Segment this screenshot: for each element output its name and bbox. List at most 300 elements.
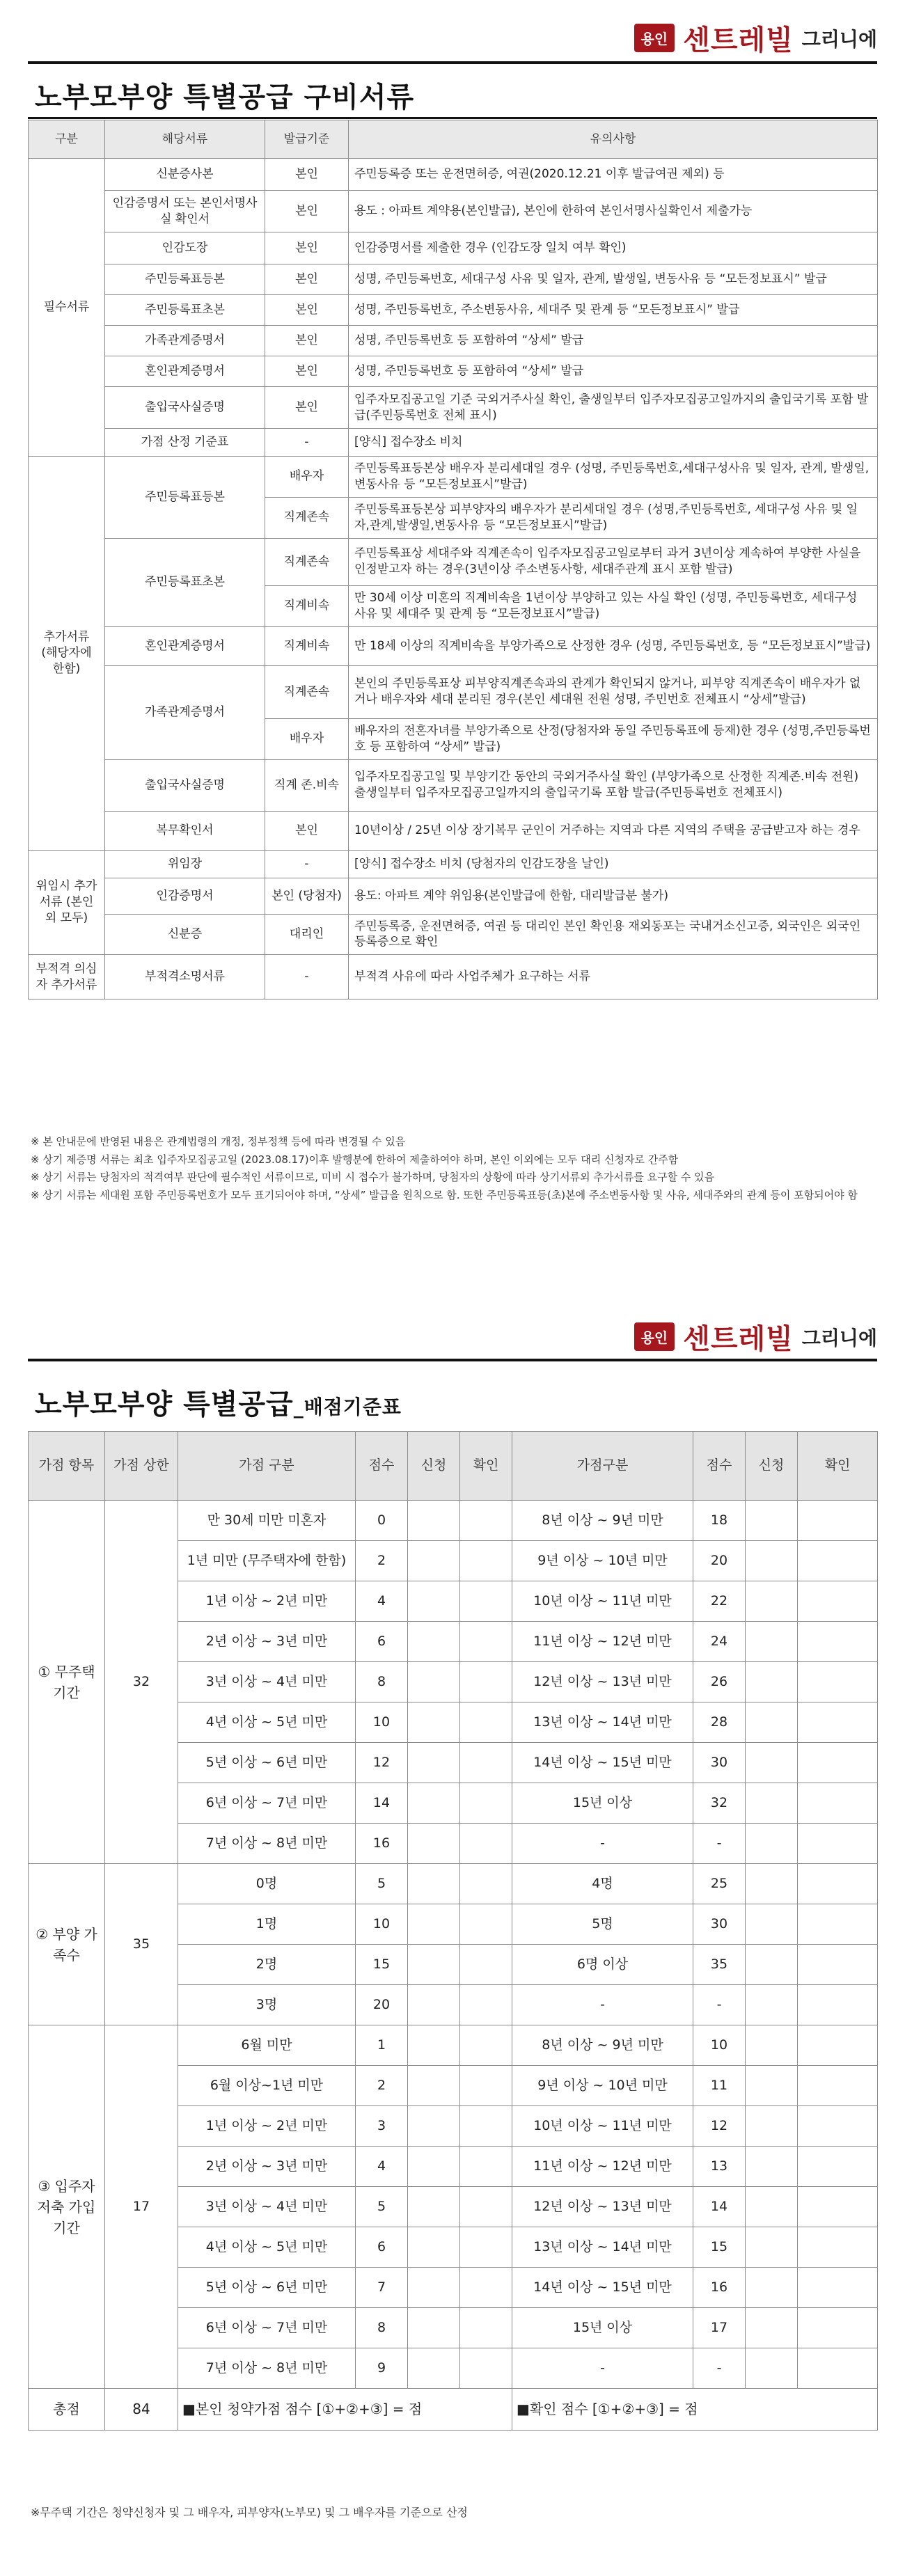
doc-name: 인감도장 [105,232,265,264]
doc-note: 입주자모집공고일 기준 국외거주사실 확인, 출생일부터 입주자모집공고일까지의 출입국기록 포함 발급(주민등록번호 전체 표시) [349,387,878,429]
doc-issuer: 배우자 [265,457,349,498]
score-range-right: 8년 이상 ~ 9년 미만 [512,2025,693,2066]
score-confirm-cell[interactable] [798,1743,878,1783]
score-header: 신청 [408,1432,460,1501]
doc-note: 주민등록표상 세대주와 직계존속이 입주자모집공고일로부터 과거 3년이상 계속하여 부양한 사실을 인정받고자 하는 경우(3년이상 주소변동사항, 세대주관계 표시 포함 발급) [349,538,878,585]
score-confirm-cell[interactable] [798,2066,878,2106]
score-apply-cell[interactable] [408,2268,460,2308]
score-apply-cell[interactable] [746,1662,798,1702]
score-range-right: 11년 이상 ~ 12년 미만 [512,2147,693,2187]
score-points-left: 6 [356,2227,408,2268]
score-points-right: 14 [693,2187,746,2227]
score-points-left: 10 [356,1904,408,1945]
doc-row [29,665,878,718]
doc-name: 출입국사실증명 [105,759,265,811]
score-points-left: 0 [356,1501,408,1541]
score-confirm-cell[interactable] [460,2066,512,2106]
doc-issuer: 본인 (당첨자) [265,878,349,914]
doc-row [29,850,878,878]
score-header: 가점 구분 [178,1432,356,1501]
score-confirm-cell[interactable] [460,1541,512,1581]
score-range-right: 5명 [512,1904,693,1945]
score-header: 가점 항목 [29,1432,105,1501]
score-range-left: 0명 [178,1864,356,1904]
score-range-right: - [512,1824,693,1864]
brand-name: 센트레빌 [683,1323,794,1355]
score-apply-cell[interactable] [746,1622,798,1662]
score-points-left: 5 [356,1864,408,1904]
doc-name: 인감증명서 또는 본인서명사실 확인서 [105,191,265,232]
top-divider [28,1359,877,1361]
section-label: 필수서류 [29,159,105,457]
score-apply-cell[interactable] [746,2066,798,2106]
score-range-left: 3년 이상 ~ 4년 미만 [178,2187,356,2227]
score-confirm-cell[interactable] [460,2308,512,2348]
doc-name: 위임장 [105,850,265,878]
score-apply-cell[interactable] [746,2147,798,2187]
doc-note: 배우자의 전혼자녀를 부양가족으로 산정(당첨자와 동일 주민등록표에 등재)한 경우 (성명,주민등록번호 등 포함하여 “상세” 발급) [349,718,878,759]
score-range-right: 9년 이상 ~ 10년 미만 [512,1541,693,1581]
score-points-left: 4 [356,2147,408,2187]
score-range-left: 4년 이상 ~ 5년 미만 [178,1702,356,1743]
score-confirm-cell[interactable] [460,1783,512,1824]
score-header: 점수 [693,1432,746,1501]
score-apply-cell[interactable] [746,2106,798,2147]
doc-issuer: - [265,850,349,878]
score-range-left: 1년 미만 (무주택자에 한함) [178,1541,356,1581]
score-apply-cell[interactable] [408,1541,460,1581]
doc-issuer: 본인 [265,356,349,387]
top-divider [28,61,877,64]
score-range-right: 13년 이상 ~ 14년 미만 [512,1702,693,1743]
score-points-left: 3 [356,2106,408,2147]
score-confirm-cell[interactable] [460,2187,512,2227]
score-confirm-cell[interactable] [798,2187,878,2227]
note-line: ※ 상기 서류는 세대원 포함 주민등록번호가 모두 표기되어야 하며, “상세” 발급을 원칙으로 함. 또한 주민등록표등(초)본에 주소변동사항 및 사유, 세대주와의 관계 등이 포함되어야 함 [31,1188,858,1201]
header-category: 구분 [29,120,105,159]
score-range-left: 2년 이상 ~ 3년 미만 [178,2147,356,2187]
doc-issuer: 본인 [265,159,349,191]
brand-sub: 그리니에 [801,27,877,51]
score-points-right: 13 [693,2147,746,2187]
score-apply-cell[interactable] [408,2227,460,2268]
score-points-left: 9 [356,2348,408,2389]
score-apply-cell[interactable] [746,1985,798,2025]
score-points-right: - [693,1985,746,2025]
score-range-left: 3명 [178,1985,356,2025]
score-range-right: 12년 이상 ~ 13년 미만 [512,2187,693,2227]
doc-note: 주민등록증, 운전면허증, 여권 등 대리인 본인 확인용 재외동포는 국내거소신고증, 외국인은 외국인등록증으로 확인 [349,914,878,955]
score-range-left: 1년 이상 ~ 2년 미만 [178,1581,356,1622]
title-underline [28,117,877,119]
score-apply-cell[interactable] [746,2025,798,2066]
doc-note: 본인의 주민등록표상 피부양직계존속과의 관계가 확인되지 않거나, 피부양 직계존속이 배우자가 없거나 배우자와 세대 분리된 경우(본인 세대원 전원 성명, 주민번호 전체표시 “상세”발급) [349,665,878,718]
score-max: 17 [105,2025,178,2389]
score-apply-cell[interactable] [408,1581,460,1622]
score-apply-cell[interactable] [746,2308,798,2348]
total-max: 84 [105,2389,178,2431]
score-range-left: 6년 이상 ~ 7년 미만 [178,2308,356,2348]
score-points-left: 1 [356,2025,408,2066]
doc-issuer: 직계비속 [265,626,349,665]
score-confirm-cell[interactable] [460,2025,512,2066]
score-points-right: 11 [693,2066,746,2106]
brand-logo [634,18,877,58]
score-points-right: 35 [693,1945,746,1985]
score-points-left: 15 [356,1945,408,1985]
score-confirm-cell[interactable] [460,2268,512,2308]
doc-name: 가점 산정 기준표 [105,429,265,457]
score-confirm-cell[interactable] [798,2308,878,2348]
doc-issuer: 본인 [265,191,349,232]
doc-name: 혼인관계증명서 [105,626,265,665]
score-points-left: 7 [356,2268,408,2308]
page-documents [0,0,905,1281]
score-apply-cell[interactable] [746,1743,798,1783]
score-apply-cell[interactable] [746,1783,798,1824]
doc-row [29,295,878,326]
doc-name: 주민등록표초본 [105,295,265,326]
score-points-left: 4 [356,1581,408,1622]
score-range-left: 6월 미만 [178,2025,356,2066]
score-confirm-cell[interactable] [460,1945,512,1985]
doc-note: [양식] 접수장소 비치 (당첨자의 인감도장을 날인) [349,850,878,878]
score-apply-cell[interactable] [746,1581,798,1622]
brand-logo [634,1317,877,1357]
section-label: 부적격 의심자 추가서류 [29,955,105,999]
score-apply-cell[interactable] [746,1541,798,1581]
score-apply-cell[interactable] [746,2268,798,2308]
doc-row [29,264,878,295]
score-apply-cell[interactable] [408,1945,460,1985]
brand-name: 센트레빌 [683,24,794,56]
score-confirm-cell[interactable] [460,1985,512,2025]
score-header: 가점 상한 [105,1432,178,1501]
score-points-left: 8 [356,1662,408,1702]
score-header: 확인 [460,1432,512,1501]
page-scores [0,1309,905,2576]
score-header: 가점구분 [512,1432,693,1501]
score-apply-cell[interactable] [408,1985,460,2025]
score-table [28,1431,878,2431]
score-confirm-cell[interactable] [798,2227,878,2268]
doc-row [29,429,878,457]
score-confirm-cell[interactable] [798,2147,878,2187]
doc-name: 인감증명서 [105,878,265,914]
score-range-right: 15년 이상 [512,2308,693,2348]
score-confirm-cell[interactable] [460,1702,512,1743]
score-header: 신청 [746,1432,798,1501]
doc-note: 성명, 주민등록번호 등 포함하여 “상세” 발급 [349,356,878,387]
score-confirm-cell[interactable] [798,1904,878,1945]
score-confirm-cell[interactable] [798,2025,878,2066]
score-range-right: 15년 이상 [512,1783,693,1824]
score-range-right: - [512,1985,693,2025]
score-apply-cell[interactable] [746,2348,798,2389]
score-confirm-cell[interactable] [798,1541,878,1581]
score-points-right: 24 [693,1622,746,1662]
score-confirm-cell[interactable] [460,2147,512,2187]
section-label: 위임시 추가서류 (본인 외 모두) [29,850,105,955]
doc-note: 만 30세 이상 미혼의 직계비속을 1년이상 부양하고 있는 사실 확인 (성명, 주민등록번호, 세대구성 사유 및 세대주 및 관계 등 “모든정보표시”발급) [349,585,878,626]
score-confirm-cell[interactable] [798,1622,878,1662]
score-confirm-cell[interactable] [460,1662,512,1702]
score-apply-cell[interactable] [408,1622,460,1662]
score-range-left: 7년 이상 ~ 8년 미만 [178,1824,356,1864]
doc-name: 주민등록표등본 [105,457,265,539]
score-range-right: - [512,2348,693,2389]
score-confirm-cell[interactable] [798,2268,878,2308]
score-confirm-cell[interactable] [798,1581,878,1622]
score-range-left: 1명 [178,1904,356,1945]
doc-name: 주민등록표등본 [105,264,265,295]
score-range-right: 14년 이상 ~ 15년 미만 [512,2268,693,2308]
score-range-left: 6월 이상~1년 미만 [178,2066,356,2106]
doc-name: 주민등록표초본 [105,538,265,626]
score-apply-cell[interactable] [746,1864,798,1904]
score-points-left: 14 [356,1783,408,1824]
score-confirm-cell[interactable] [460,1904,512,1945]
doc-note: 용도: 아파트 계약 위임용(본인발급에 한함, 대리발급분 불가) [349,878,878,914]
score-confirm-cell[interactable] [798,2348,878,2389]
score-points-left: 6 [356,1622,408,1662]
score-confirm-cell[interactable] [460,1824,512,1864]
score-range-left: 7년 이상 ~ 8년 미만 [178,2348,356,2389]
score-header: 확인 [798,1432,878,1501]
score-points-right: 20 [693,1541,746,1581]
doc-issuer: 직계비속 [265,585,349,626]
score-apply-cell[interactable] [746,1702,798,1743]
doc-name: 가족관계증명서 [105,665,265,759]
documents-table [28,120,878,999]
score-points-left: 16 [356,1824,408,1864]
section-label: 추가서류 (해당자에 한함) [29,457,105,851]
doc-issuer: 본인 [265,264,349,295]
doc-issuer: 직계존속 [265,497,349,538]
score-points-left: 5 [356,2187,408,2227]
score-points-right: 22 [693,1581,746,1622]
score-header: 점수 [356,1432,408,1501]
brand-badge: 용인 [634,1322,675,1351]
score-points-right: - [693,1824,746,1864]
score-title-sub: _배점기준표 [293,1396,402,1419]
notes [31,1133,880,1204]
score-apply-cell[interactable] [408,1904,460,1945]
score-confirm-cell[interactable] [798,1783,878,1824]
brand-badge: 용인 [634,24,675,52]
score-apply-cell[interactable] [408,1501,460,1541]
score-apply-cell[interactable] [408,1824,460,1864]
score-confirm-cell[interactable] [798,1662,878,1702]
doc-note: 인감증명서를 제출한 경우 (인감도장 일치 여부 확인) [349,232,878,264]
score-points-right: 12 [693,2106,746,2147]
score-apply-cell[interactable] [408,1743,460,1783]
score-confirm-cell[interactable] [798,1945,878,1985]
score-points-left: 2 [356,2066,408,2106]
score-title [35,1382,402,1422]
doc-row [29,538,878,585]
doc-note: 주민등록표등본상 배우자 분리세대일 경우 (성명, 주민등록번호,세대구성사유 및 일자, 관계, 발생일, 변동사유 등 “모든정보표시”발급) [349,457,878,498]
score-confirm-cell[interactable] [798,2106,878,2147]
doc-name: 부적격소명서류 [105,955,265,999]
score-range-left: 만 30세 미만 미혼자 [178,1501,356,1541]
score-points-right: 30 [693,1904,746,1945]
score-points-right: 15 [693,2227,746,2268]
score-range-left: 6년 이상 ~ 7년 미만 [178,1783,356,1824]
doc-issuer: 본인 [265,295,349,326]
doc-row [29,878,878,914]
doc-issuer: 본인 [265,326,349,356]
score-points-right: 28 [693,1702,746,1743]
score-points-right: 17 [693,2308,746,2348]
score-row [29,2025,878,2066]
score-apply-cell[interactable] [746,1945,798,1985]
doc-issuer: 본인 [265,811,349,850]
score-apply-cell[interactable] [746,2227,798,2268]
score-apply-cell[interactable] [746,1824,798,1864]
score-confirm-cell[interactable] [460,1743,512,1783]
doc-name: 복무확인서 [105,811,265,850]
header-note: 유의사항 [349,120,878,159]
doc-row [29,626,878,665]
score-confirm-cell[interactable] [460,2227,512,2268]
score-apply-cell[interactable] [746,1501,798,1541]
doc-row [29,955,878,999]
score-apply-cell[interactable] [746,1904,798,1945]
score-apply-cell[interactable] [408,2147,460,2187]
score-confirm-cell[interactable] [460,1501,512,1541]
score-range-right: 8년 이상 ~ 9년 미만 [512,1501,693,1541]
doc-issuer: 직계존속 [265,665,349,718]
doc-note: 주민등록표등본상 피부양자의 배우자가 분리세대일 경우 (성명,주민등록번호, 세대구성 사유 및 일자,관계,발생일,변동사유 등 “모든정보표시”발급) [349,497,878,538]
score-apply-cell[interactable] [408,2025,460,2066]
score-apply-cell[interactable] [408,2348,460,2389]
brand-sub: 그리니에 [801,1326,877,1350]
score-row [29,1501,878,1541]
score-confirm-cell[interactable] [798,1824,878,1864]
doc-name: 신분증 [105,914,265,955]
doc-note: 용도 : 아파트 계약용(본인발급), 본인에 한하여 본인서명사실확인서 제출가능 [349,191,878,232]
score-range-right: 14년 이상 ~ 15년 미만 [512,1743,693,1783]
score-range-left: 2년 이상 ~ 3년 미만 [178,1622,356,1662]
score-range-right: 12년 이상 ~ 13년 미만 [512,1662,693,1702]
doc-row [29,811,878,850]
note-line: ※ 상기 제증명 서류는 최초 입주자모집공고일 (2023.08.17)이후 발행분에 한하여 제출하여야 하며, 본인 이외에는 모두 대리 신청자로 간주함 [31,1153,679,1166]
score-apply-cell[interactable] [746,2187,798,2227]
score-range-left: 4년 이상 ~ 5년 미만 [178,2227,356,2268]
doc-issuer: 본인 [265,387,349,429]
score-confirm-cell[interactable] [460,2348,512,2389]
doc-issuer: - [265,955,349,999]
score-footnote: ※무주택 기간은 청약신청자 및 그 배우자, 피부양자(노부모) 및 그 배우자를 기준으로 산정 [31,2506,468,2519]
doc-note: 입주자모집공고일 및 부양기간 동안의 국외거주사실 확인 (부양가족으로 산정한 직계존.비속 전원) 출생일부터 입주자모집공고일까지의 출입국기록 포함 발급(주민등록번호 전체표시) [349,759,878,811]
score-points-right: 16 [693,2268,746,2308]
doc-note: 만 18세 이상의 직계비속을 부양가족으로 산정한 경우 (성명, 주민등록번호, 등 “모든정보표시”발급) [349,626,878,665]
doc-row [29,914,878,955]
score-points-left: 10 [356,1702,408,1743]
doc-note: 성명, 주민등록번호, 세대구성 사유 및 일자, 관계, 발생일, 변동사유 등 “모든정보표시” 발급 [349,264,878,295]
note-line: ※ 상기 서류는 당첨자의 적격여부 판단에 필수적인 서류이므로, 미비 시 접수가 불가하며, 당첨자의 상황에 따라 상기서류외 추가서류를 요구할 수 있음 [31,1171,715,1183]
score-points-left: 12 [356,1743,408,1783]
score-range-right: 6명 이상 [512,1945,693,1985]
page-title: 노부모부양 특별공급 구비서류 [35,81,415,113]
doc-issuer: 대리인 [265,914,349,955]
score-range-right: 9년 이상 ~ 10년 미만 [512,2066,693,2106]
note-line: ※ 본 안내문에 반영된 내용은 관계법령의 개정, 정부정책 등에 따라 변경될 수 있음 [31,1135,406,1148]
doc-row [29,457,878,498]
score-apply-cell[interactable] [408,1702,460,1743]
score-confirm-cell[interactable] [460,2106,512,2147]
score-apply-cell[interactable] [408,1662,460,1702]
header-document: 해당서류 [105,120,265,159]
score-points-right: 30 [693,1743,746,1783]
score-points-left: 2 [356,1541,408,1581]
score-total-row [29,2389,878,2431]
score-apply-cell[interactable] [408,1864,460,1904]
score-range-left: 5년 이상 ~ 6년 미만 [178,1743,356,1783]
score-apply-cell[interactable] [408,2066,460,2106]
score-apply-cell[interactable] [408,2187,460,2227]
score-points-right: 32 [693,1783,746,1824]
score-confirm-cell[interactable] [460,1864,512,1904]
score-points-right: 18 [693,1501,746,1541]
doc-issuer: 배우자 [265,718,349,759]
score-range-left: 1년 이상 ~ 2년 미만 [178,2106,356,2147]
score-apply-cell[interactable] [408,1783,460,1824]
doc-row [29,356,878,387]
score-points-left: 8 [356,2308,408,2348]
score-range-right: 10년 이상 ~ 11년 미만 [512,1581,693,1622]
score-points-right: 26 [693,1662,746,1702]
doc-note: 주민등록증 또는 운전면허증, 여권(2020.12.21 이후 발급여권 제외) 등 [349,159,878,191]
score-confirm-cell[interactable] [460,1581,512,1622]
score-title-main: 노부모부양 특별공급 [35,1389,294,1421]
doc-name: 가족관계증명서 [105,326,265,356]
score-points-left: 20 [356,1985,408,2025]
score-range-left: 3년 이상 ~ 4년 미만 [178,1662,356,1702]
score-confirm-cell[interactable] [460,1622,512,1662]
doc-note: 10년이상 / 25년 이상 장기복무 군인이 거주하는 지역과 다른 지역의 주택을 공급받고자 하는 경우 [349,811,878,850]
total-self-score: ■본인 청약가점 점수 [①+②+③] = 점 [178,2389,512,2431]
doc-row [29,759,878,811]
score-points-right: 10 [693,2025,746,2066]
score-range-left: 5년 이상 ~ 6년 미만 [178,2268,356,2308]
score-confirm-cell[interactable] [798,1501,878,1541]
score-points-right: 25 [693,1864,746,1904]
score-apply-cell[interactable] [408,2308,460,2348]
score-category: ① 무주택 기간 [29,1501,105,1864]
score-confirm-cell[interactable] [798,1985,878,2025]
doc-note: [양식] 접수장소 비치 [349,429,878,457]
score-apply-cell[interactable] [408,2106,460,2147]
doc-issuer: 직계존속 [265,538,349,585]
score-points-right: - [693,2348,746,2389]
total-confirm-score: ■확인 점수 [①+②+③] = 점 [512,2389,878,2431]
score-row [29,1864,878,1904]
score-max: 35 [105,1864,178,2025]
doc-row [29,232,878,264]
score-confirm-cell[interactable] [798,1864,878,1904]
score-confirm-cell[interactable] [798,1702,878,1743]
score-category: ② 부양 가족수 [29,1864,105,2025]
doc-name: 혼인관계증명서 [105,356,265,387]
header-issuer: 발급기준 [265,120,349,159]
doc-issuer: - [265,429,349,457]
doc-row [29,191,878,232]
doc-row [29,159,878,191]
doc-issuer: 본인 [265,232,349,264]
doc-row [29,387,878,429]
